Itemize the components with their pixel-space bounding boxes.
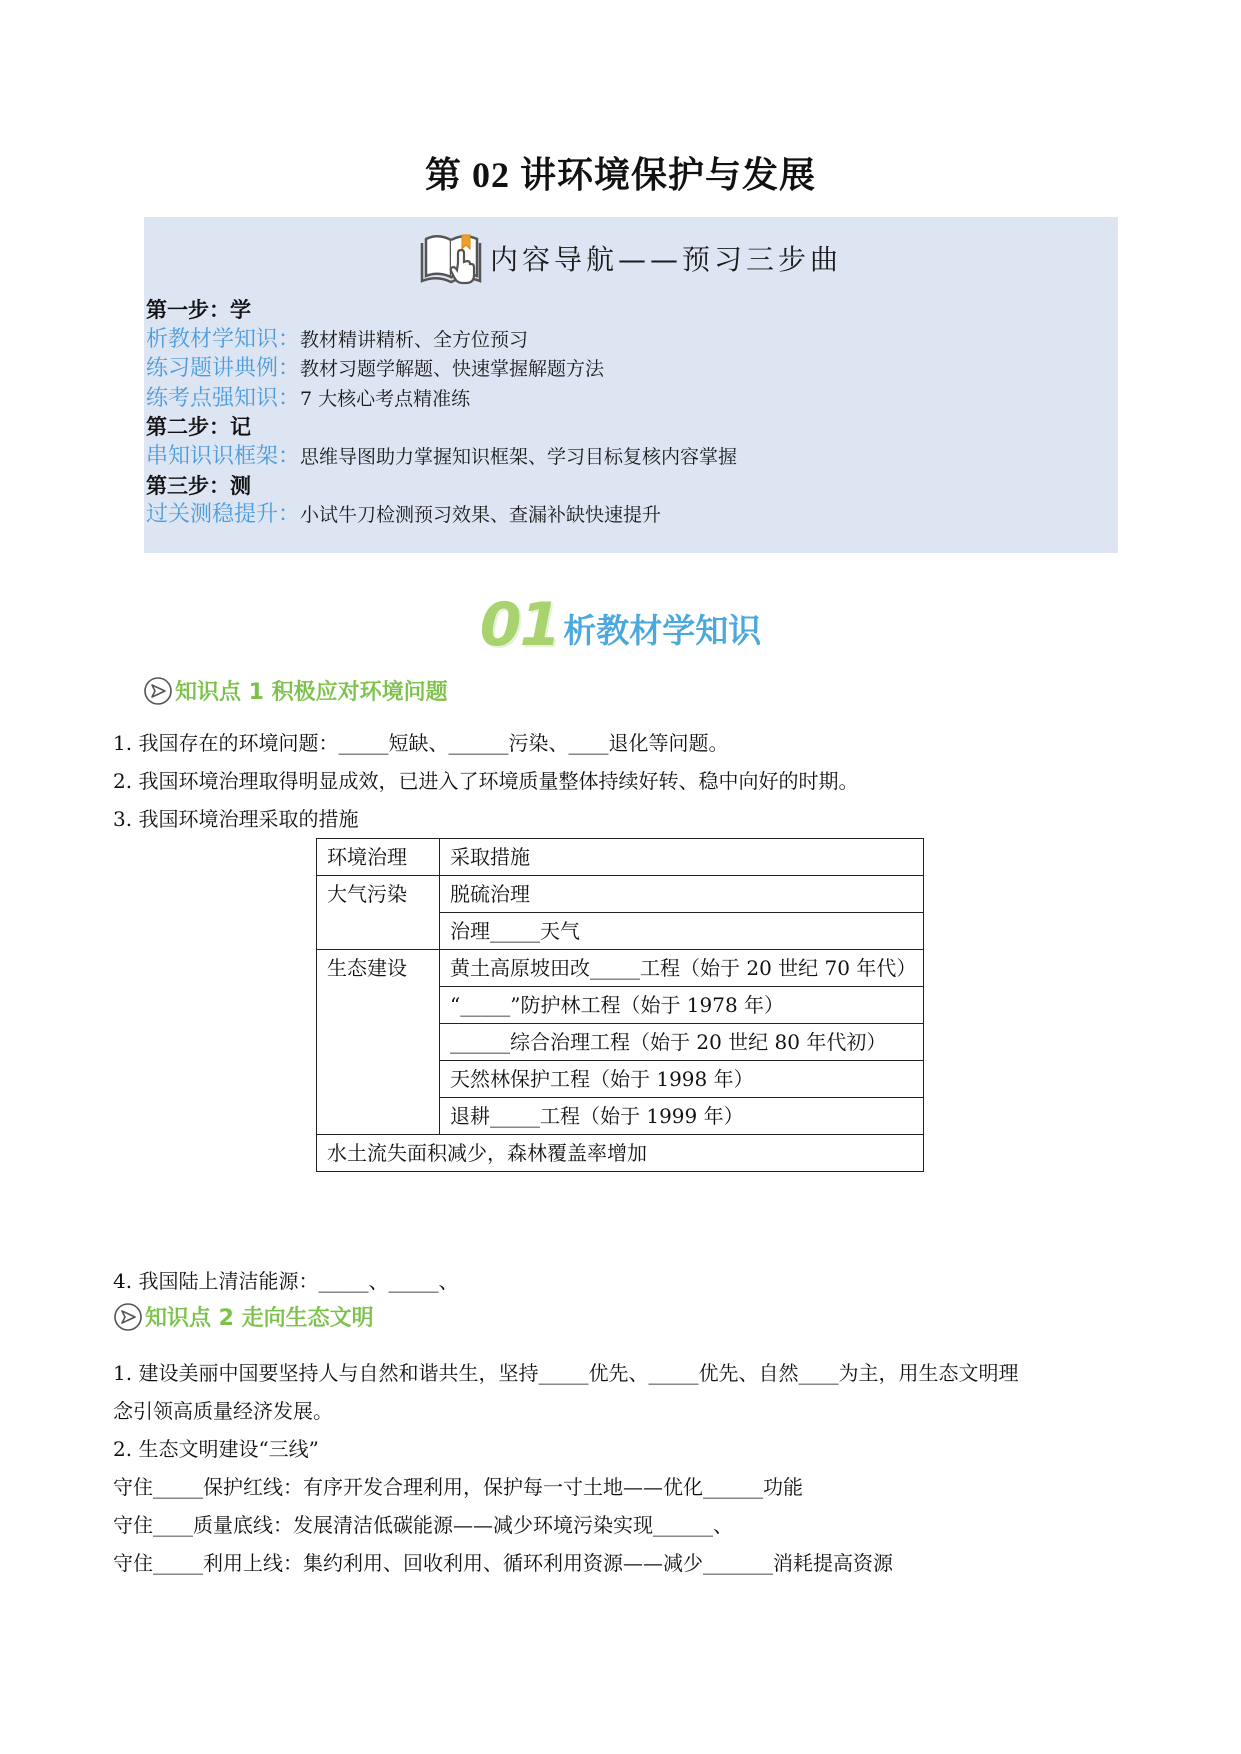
step-item-key: 练考点强知识： — [146, 385, 301, 411]
arrow-circle-icon — [113, 1302, 143, 1332]
knowledge-point-2-heading — [113, 1301, 374, 1332]
step-item — [146, 325, 737, 355]
knowledge-point-1-heading — [143, 675, 448, 706]
table-cell: 大气污染 — [317, 876, 440, 950]
book-pointer-icon — [420, 229, 486, 287]
step-heading: 第三步：测 — [146, 473, 251, 498]
content-navigation-box — [144, 217, 1118, 553]
kp2-line-6: 守住_____利用上线：集约利用、回收利用、循环利用资源——减少_______消耗提高资源 — [113, 1551, 893, 1575]
table-cell: 黄土高原坡田改_____工程（始于 20 世纪 70 年代） — [440, 950, 924, 987]
kp2-line-2: 念引领高质量经济发展。 — [113, 1399, 333, 1423]
table-cell: 脱硫治理 — [440, 876, 924, 913]
kp2-line-1: 1. 建设美丽中国要坚持人与自然和谐共生，坚持_____优先、_____优先、自然____为主，用生态文明理 — [113, 1361, 1019, 1385]
step-item — [146, 354, 737, 384]
step-item-desc: 7 大核心考点精准练 — [300, 387, 471, 410]
table-cell: 退耕_____工程（始于 1999 年） — [440, 1098, 924, 1135]
table-cell: 天然林保护工程（始于 1998 年） — [440, 1061, 924, 1098]
kp1-line-2: 2. 我国环境治理取得明显成效，已进入了环境质量整体持续好转、稳中向好的时期。 — [113, 769, 859, 793]
step-heading: 第一步：学 — [146, 298, 251, 322]
step-item-key: 练习题讲典例： — [146, 356, 301, 382]
section-number: 01 — [479, 590, 560, 660]
table-cell: 采取措施 — [440, 839, 924, 876]
nav-header — [144, 233, 1118, 283]
section-title: 析教材学知识 — [563, 611, 762, 650]
step-item-desc: 教材精讲精析、全方位预习 — [300, 328, 529, 351]
knowledge-point-1-title: 知识点 1 积极应对环境问题 — [175, 680, 448, 705]
knowledge-point-2-title: 知识点 2 走向生态文明 — [145, 1306, 374, 1331]
step-item — [146, 442, 737, 472]
kp2-line-3: 2. 生态文明建设“三线” — [113, 1437, 319, 1461]
step-heading: 第二步：记 — [146, 415, 251, 440]
table-row — [317, 876, 924, 913]
table-row — [317, 1135, 924, 1172]
table-cell: 生态建设 — [317, 950, 440, 1135]
step-item-key: 析教材学知识： — [146, 326, 301, 352]
arrow-circle-icon — [143, 676, 173, 706]
kp2-line-5: 守住____质量底线：发展清洁低碳能源——减少环境污染实现______、 — [113, 1513, 733, 1537]
step-item — [146, 384, 737, 414]
kp2-line-4: 守住_____保护红线：有序开发合理利用，保护每一寸土地——优化______功能 — [113, 1475, 803, 1499]
nav-title: 内容导航——预习三步曲 — [489, 243, 842, 276]
step-item-desc: 思维导图助力掌握知识框架、学习目标复核内容掌握 — [300, 445, 738, 468]
step-item-key: 串知识识框架： — [146, 443, 301, 469]
step-list — [146, 296, 737, 530]
kp1-line-3: 3. 我国环境治理采取的措施 — [113, 807, 359, 831]
kp1-line-4: 4. 我国陆上清洁能源：_____、_____、 — [113, 1269, 459, 1293]
page-title: 第 02 讲环境保护与发展 — [424, 155, 816, 195]
table-row — [317, 950, 924, 987]
measures-table — [316, 838, 924, 1172]
table-cell: ______综合治理工程（始于 20 世纪 80 年代初） — [440, 1024, 924, 1061]
kp1-line-1: 1. 我国存在的环境问题：_____短缺、______污染、____退化等问题。 — [113, 731, 729, 755]
table-row — [317, 839, 924, 876]
step-item-desc: 教材习题学解题、快速掌握解题方法 — [300, 358, 605, 381]
step-item-key: 过关测稳提升： — [146, 502, 301, 528]
step-item — [146, 500, 737, 530]
table-cell: 环境治理 — [317, 839, 440, 876]
section-heading — [0, 585, 1241, 660]
table-cell: 水土流失面积减少，森林覆盖率增加 — [317, 1135, 924, 1172]
step-item-desc: 小试牛刀检测预习效果、查漏补缺快速提升 — [300, 504, 662, 527]
table-cell: “_____”防护林工程（始于 1978 年） — [440, 987, 924, 1024]
table-cell: 治理_____天气 — [440, 913, 924, 950]
